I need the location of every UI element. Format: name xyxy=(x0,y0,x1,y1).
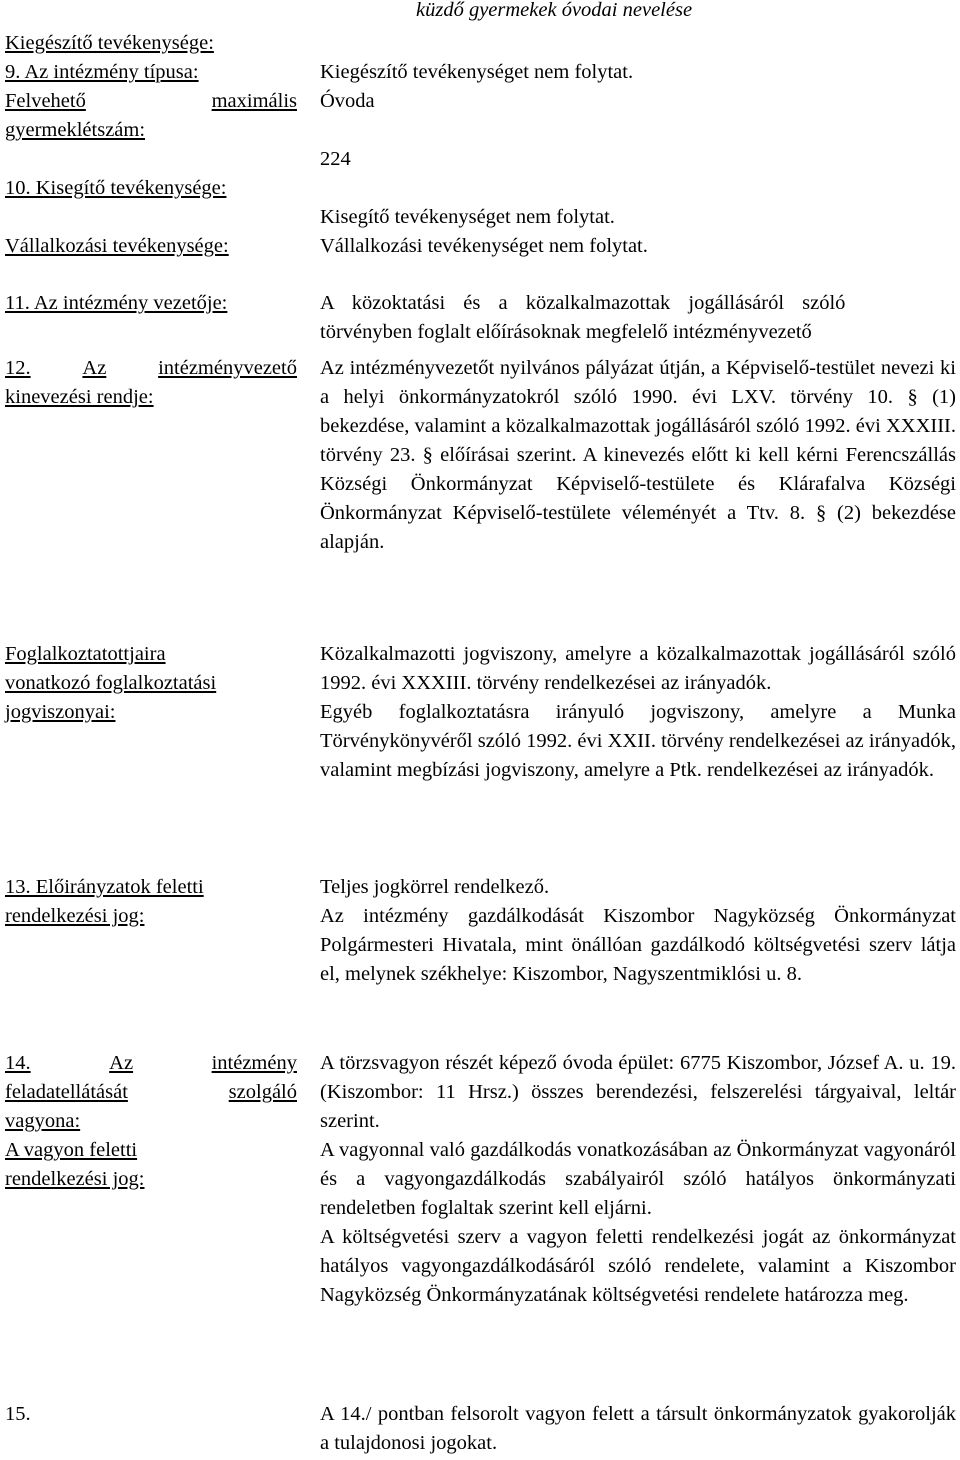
label-text: kinevezési rendje: xyxy=(5,386,154,408)
value-foglalkoztatas xyxy=(320,640,956,785)
label-text: gyermeklétszám: xyxy=(5,119,146,141)
label-text: vagyona: xyxy=(5,1110,81,1132)
value-kiegeszito: Kiegészítő tevékenységet nem folytat. xyxy=(320,61,634,83)
label-vallalkozasi xyxy=(5,232,297,261)
label-text: 11. Az intézmény vezetője: xyxy=(5,292,228,314)
label-text: Vállalkozási tevékenysége: xyxy=(5,235,229,257)
label-word: maximális xyxy=(211,90,297,112)
value-item-15 xyxy=(320,1400,956,1458)
value-paragraph: Közalkalmazotti jogviszony, amelyre a közalkalmazottak jogállásáról szóló 1992. évi XXXIII. törvény rendelkezései az irányadók. xyxy=(320,643,956,694)
value-paragraph: Az intézmény gazdálkodását Kiszombor Nagyközség Önkormányzat Polgármesteri Hivatala, mint önállóan gazdálkodó költségvetési szerv látja el, melynek székhelye: Kiszombor, Nagyszentmiklósi u. 8. xyxy=(320,905,956,985)
label-word: szolgáló xyxy=(228,1081,297,1103)
continued-text: küzdő gyermekek óvodai nevelése xyxy=(416,0,693,21)
value-line: A közoktatási és a közalkalmazottak jogállásáról szóló xyxy=(320,292,846,314)
label-text: vonatkozó foglalkoztatási xyxy=(5,672,217,694)
label-text: rendelkezési jog: xyxy=(5,1168,145,1190)
label-intezmeny-tipusa xyxy=(5,58,297,87)
value-paragraph: A törzsvagyon részét képező óvoda épület: 6775 Kiszombor, József A. u. 19. (Kiszombor: 11 Hrsz.) összes berendezési, felszerelési tárgyaival, leltár szerint. xyxy=(320,1052,956,1132)
label-word: intézményvezető xyxy=(158,357,297,379)
label-word: feladatellátását xyxy=(5,1081,128,1103)
value-letszam: 224 xyxy=(320,148,351,170)
label-kisegito xyxy=(5,174,297,203)
label-vezeto xyxy=(5,289,297,318)
label-text: rendelkezési jog: xyxy=(5,905,145,927)
label-gyermeklet xyxy=(5,87,297,145)
value-paragraph: Az intézményvezetőt nyilvános pályázat útján, a Képviselő-testület nevezi ki a helyi önkormányzatokról szóló 1990. évi LXV. törvény 10. § (1) bekezdése, valamint a közalkalmazottak jogállásáról szóló 1992. évi XXXIII. törvény 23. § előírásai szerint. A kinevezés előtt ki kell kérni Ferencszállás Községi Önkormányzat Képviselő-testülete és Klárafalva Községi Önkormányzat Képviselő-testülete véleményét a Ttv. 8. § (2) bekezdése alapján. xyxy=(320,357,956,553)
value-paragraph: A 14./ pontban felsorolt vagyon felett a társult önkormányzatok gyakorolják a tulajdonosi jogokat. xyxy=(320,1403,956,1454)
label-word: 12. xyxy=(5,357,31,379)
value-line: törvényben foglalt előírásoknak megfelelő intézményvezető xyxy=(320,321,812,343)
label-row xyxy=(5,1078,297,1107)
label-row xyxy=(5,354,297,383)
label-text: 13. Előirányzatok feletti xyxy=(5,876,204,898)
value-paragraph: Egyéb foglalkoztatásra irányuló jogviszony, amelyre a Munka Törvénykönyvéről szóló 1992. évi XXII. törvény rendelkezései az irányadók, valamint megbízási jogviszony, amelyre a Ptk. rendelkezései az irányadók. xyxy=(320,701,956,781)
label-row xyxy=(5,1049,297,1078)
label-word: Az xyxy=(109,1052,134,1074)
label-text: jogviszonyai: xyxy=(5,701,116,723)
label-kinevezes xyxy=(5,354,297,412)
label-text: 10. Kisegítő tevékenysége: xyxy=(5,177,227,199)
label-text: 9. Az intézmény típusa: xyxy=(5,61,199,83)
value-vezeto xyxy=(320,289,956,347)
label-text: Kiegészítő tevékenysége: xyxy=(5,32,214,54)
value-tipus: Óvoda xyxy=(320,90,375,112)
value-kinevezes xyxy=(320,354,956,557)
label-eloiranyzat xyxy=(5,873,297,931)
label-word: Az xyxy=(82,357,107,379)
value-kisegito: Kisegítő tevékenységet nem folytat. xyxy=(320,206,615,228)
value-row xyxy=(320,289,956,318)
value-paragraph: Teljes jogkörrel rendelkező. xyxy=(320,876,550,898)
label-row xyxy=(5,87,297,116)
label-text: Foglalkoztatottjaira xyxy=(5,643,166,665)
value-vallalkozasi: Vállalkozási tevékenységet nem folytat. xyxy=(320,235,648,257)
label-item-15: 15. xyxy=(5,1403,31,1425)
value-paragraph: A vagyonnal való gazdálkodás vonatkozásában az Önkormányzat vagyonáról és a vagyongazdálkodás szabályairól szóló hatályos önkormányzati rendeletben foglaltak szerint kell eljárni. xyxy=(320,1139,956,1219)
label-word: 14. xyxy=(5,1052,31,1074)
value-eloiranyzat xyxy=(320,873,956,989)
value-vagyon xyxy=(320,1049,956,1310)
label-vagyon xyxy=(5,1049,297,1194)
label-foglalkoztatas xyxy=(5,640,297,727)
value-paragraph: A költségvetési szerv a vagyon feletti rendelkezési jogát az önkormányzat hatályos vagyongazdálkodásáról szóló rendelete, valamint a Kiszombor Nagyközség Önkormányzatának költségvetési rendelete határozza meg. xyxy=(320,1226,956,1306)
label-word: Felvehető xyxy=(5,90,86,112)
label-text: A vagyon feletti xyxy=(5,1139,138,1161)
label-word: intézmény xyxy=(211,1052,297,1074)
label-kiegeszito xyxy=(5,29,297,58)
